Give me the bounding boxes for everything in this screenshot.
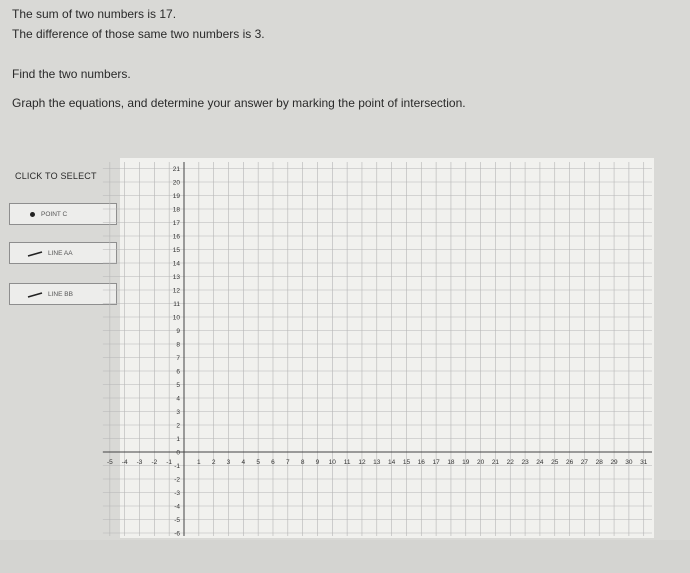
problem-instruction-find: Find the two numbers.: [12, 67, 131, 81]
x-tick-label: 1: [197, 459, 201, 466]
x-tick-label: -3: [136, 459, 143, 466]
y-tick-label: 12: [172, 287, 180, 295]
x-tick-label: 8: [300, 459, 305, 466]
y-tick-label: -2: [174, 476, 180, 484]
x-tick-label: 12: [358, 459, 366, 466]
x-tick-label: 22: [506, 459, 514, 466]
x-tick-label: 5: [256, 459, 260, 466]
y-tick-label: -6: [174, 530, 180, 538]
x-tick-label: -2: [151, 459, 158, 466]
y-tick-label: 8: [176, 341, 180, 349]
x-tick-label: 10: [328, 459, 336, 466]
line-bb-tool-label: LINE BB: [48, 290, 73, 298]
x-tick-label: 31: [640, 459, 648, 466]
y-tick-label: 18: [172, 206, 180, 214]
y-tick-label: 9: [176, 328, 180, 335]
y-tick-label: 21: [172, 166, 180, 173]
x-tick-label: 27: [580, 459, 589, 466]
y-tick-label: 7: [176, 355, 180, 362]
tool-palette-title: CLICK TO SELECT: [15, 171, 97, 181]
line-icon: [28, 249, 42, 257]
x-tick-label: 6: [271, 459, 275, 466]
x-tick-label: 21: [491, 459, 500, 466]
x-tick-label: 16: [417, 459, 425, 466]
x-tick-label: 14: [388, 459, 396, 466]
y-tick-label: 3: [176, 409, 180, 416]
x-tick-label: 13: [373, 459, 381, 466]
point-c-tool-button[interactable]: [9, 203, 117, 225]
y-tick-label: 1: [176, 436, 180, 443]
graph-canvas[interactable]: [106, 158, 654, 538]
y-tick-label: 11: [173, 301, 180, 308]
x-tick-label: 19: [462, 459, 470, 466]
y-tick-label: -4: [174, 503, 180, 511]
x-tick-label: 28: [595, 459, 603, 466]
x-tick-label: 3: [226, 459, 231, 466]
y-tick-label: 0: [176, 449, 180, 457]
x-tick-label: 4: [241, 459, 246, 466]
footer-area: [0, 540, 690, 573]
y-tick-label: 13: [172, 274, 180, 281]
line-aa-tool-label: LINE AA: [48, 249, 73, 257]
x-tick-label: 9: [315, 459, 320, 466]
x-tick-label: 23: [521, 459, 529, 466]
problem-instruction-graph: Graph the equations, and determine your answer by marking the point of intersection.: [12, 96, 466, 110]
problem-statement-difference: The difference of those same two numbers is 3.: [12, 27, 265, 41]
x-tick-label: 18: [447, 459, 455, 466]
y-tick-label: 5: [176, 382, 180, 389]
x-tick-label: 24: [536, 459, 544, 466]
x-tick-label: 20: [476, 459, 485, 466]
x-tick-label: -4: [121, 459, 128, 466]
y-tick-label: 20: [172, 179, 180, 187]
y-tick-label: -1: [174, 463, 180, 470]
x-tick-label: 7: [285, 459, 290, 466]
x-tick-label: 17: [432, 459, 440, 466]
y-tick-label: 4: [176, 395, 180, 403]
x-tick-label: -5: [106, 459, 113, 466]
x-tick-label: 2: [211, 459, 216, 466]
line-bb-tool-button[interactable]: [9, 283, 117, 305]
x-tick-label: 11: [343, 459, 351, 466]
y-tick-label: 2: [176, 422, 180, 430]
problem-statement-sum: The sum of two numbers is 17.: [12, 7, 177, 21]
line-aa-tool-button[interactable]: [9, 242, 117, 264]
y-tick-label: 19: [172, 193, 180, 200]
y-tick-label: 14: [172, 260, 180, 268]
x-tick-label: -1: [166, 459, 173, 466]
y-tick-label: 15: [172, 247, 180, 254]
coordinate-grid[interactable]: [106, 158, 654, 538]
x-tick-label: 15: [402, 459, 411, 466]
y-tick-label: 6: [176, 368, 180, 376]
y-tick-label: 10: [172, 314, 180, 322]
y-tick-label: -3: [174, 490, 180, 497]
x-tick-label: 26: [565, 459, 574, 466]
point-c-tool-label: POINT C: [41, 210, 68, 218]
x-tick-label: 25: [551, 459, 559, 466]
x-tick-label: 30: [625, 459, 633, 466]
x-tick-label: 29: [610, 459, 618, 466]
y-tick-label: 17: [172, 220, 180, 227]
line-icon: [28, 290, 42, 298]
y-tick-label: 16: [172, 233, 180, 241]
point-icon: [30, 212, 35, 217]
y-tick-label: -5: [174, 517, 180, 524]
